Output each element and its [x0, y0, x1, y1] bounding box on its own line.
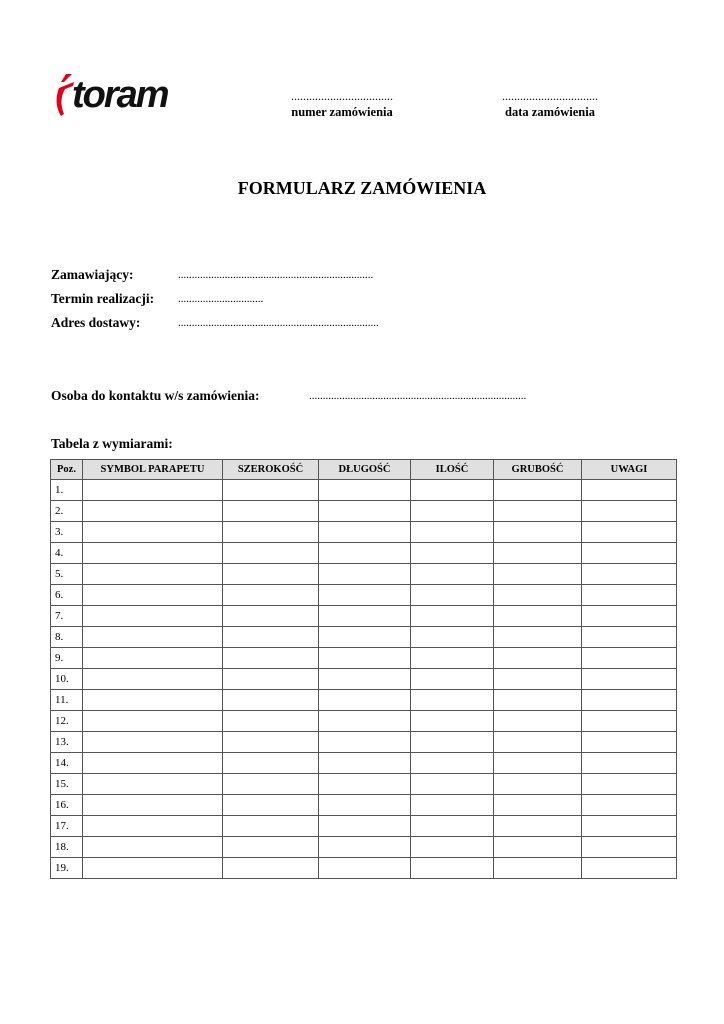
col-header-width: SZEROKOŚĆ [223, 460, 319, 480]
row-number: 16. [51, 795, 83, 816]
contact-person-field[interactable] [51, 388, 527, 404]
thickness-cell[interactable] [494, 753, 582, 774]
symbol-cell[interactable] [83, 816, 223, 837]
order-number-field[interactable] [280, 90, 404, 120]
symbol-cell[interactable] [83, 627, 223, 648]
symbol-cell[interactable] [83, 774, 223, 795]
thickness-cell[interactable] [494, 711, 582, 732]
thickness-cell[interactable] [494, 774, 582, 795]
length-cell[interactable] [319, 648, 411, 669]
row-number: 3. [51, 522, 83, 543]
symbol-cell[interactable] [83, 648, 223, 669]
symbol-cell[interactable] [83, 732, 223, 753]
thickness-cell[interactable] [494, 669, 582, 690]
thickness-cell[interactable] [494, 690, 582, 711]
table-header-row [51, 460, 677, 480]
length-cell[interactable] [319, 627, 411, 648]
thickness-cell[interactable] [494, 564, 582, 585]
symbol-cell[interactable] [83, 837, 223, 858]
symbol-cell[interactable] [83, 522, 223, 543]
table-row [51, 732, 677, 753]
quantity-cell[interactable] [411, 690, 494, 711]
notes-cell[interactable] [582, 564, 677, 585]
notes-cell[interactable] [582, 858, 677, 879]
quantity-cell[interactable] [411, 501, 494, 522]
ordering-party-field[interactable] [51, 267, 374, 283]
length-cell[interactable] [319, 606, 411, 627]
contact-person-dots: ............................................................................... [309, 390, 527, 402]
symbol-cell[interactable] [83, 543, 223, 564]
quantity-cell[interactable] [411, 816, 494, 837]
delivery-term-field[interactable] [51, 291, 264, 307]
quantity-cell[interactable] [411, 522, 494, 543]
row-number: 11. [51, 690, 83, 711]
table-row [51, 606, 677, 627]
table-row [51, 564, 677, 585]
width-cell[interactable] [223, 480, 319, 501]
order-date-field[interactable] [488, 90, 612, 120]
symbol-cell[interactable] [83, 795, 223, 816]
width-cell[interactable] [223, 858, 319, 879]
table-row [51, 774, 677, 795]
quantity-cell[interactable] [411, 837, 494, 858]
length-cell[interactable] [319, 669, 411, 690]
row-number: 9. [51, 648, 83, 669]
notes-cell[interactable] [582, 627, 677, 648]
symbol-cell[interactable] [83, 480, 223, 501]
width-cell[interactable] [223, 669, 319, 690]
company-logo [52, 74, 202, 120]
table-row [51, 711, 677, 732]
row-number: 14. [51, 753, 83, 774]
width-cell[interactable] [223, 690, 319, 711]
table-row [51, 585, 677, 606]
quantity-cell[interactable] [411, 648, 494, 669]
table-row [51, 753, 677, 774]
order-date-caption: data zamówienia [505, 105, 595, 119]
length-cell[interactable] [319, 711, 411, 732]
row-number: 18. [51, 837, 83, 858]
row-number: 5. [51, 564, 83, 585]
length-cell[interactable] [319, 585, 411, 606]
notes-cell[interactable] [582, 774, 677, 795]
quantity-cell[interactable] [411, 606, 494, 627]
notes-cell[interactable] [582, 795, 677, 816]
notes-cell[interactable] [582, 711, 677, 732]
quantity-cell[interactable] [411, 753, 494, 774]
notes-cell[interactable] [582, 837, 677, 858]
table-row [51, 501, 677, 522]
symbol-cell[interactable] [83, 690, 223, 711]
quantity-cell[interactable] [411, 480, 494, 501]
col-header-quantity: ILOŚĆ [411, 460, 494, 480]
notes-cell[interactable] [582, 606, 677, 627]
notes-cell[interactable] [582, 669, 677, 690]
symbol-cell[interactable] [83, 858, 223, 879]
width-cell[interactable] [223, 606, 319, 627]
quantity-cell[interactable] [411, 858, 494, 879]
notes-cell[interactable] [582, 732, 677, 753]
width-cell[interactable] [223, 774, 319, 795]
table-row [51, 795, 677, 816]
length-cell[interactable] [319, 480, 411, 501]
col-header-thickness: GRUBOŚĆ [494, 460, 582, 480]
row-number: 4. [51, 543, 83, 564]
table-row [51, 627, 677, 648]
width-cell[interactable] [223, 627, 319, 648]
width-cell[interactable] [223, 543, 319, 564]
symbol-cell[interactable] [83, 711, 223, 732]
symbol-cell[interactable] [83, 753, 223, 774]
ordering-party-label: Zamawiający: [51, 267, 134, 282]
length-cell[interactable] [319, 753, 411, 774]
table-row [51, 480, 677, 501]
thickness-cell[interactable] [494, 606, 582, 627]
quantity-cell[interactable] [411, 795, 494, 816]
delivery-term-label: Termin realizacji: [51, 291, 155, 306]
width-cell[interactable] [223, 837, 319, 858]
notes-cell[interactable] [582, 648, 677, 669]
col-header-position: Poz. [51, 460, 83, 480]
thickness-cell[interactable] [494, 543, 582, 564]
notes-cell[interactable] [582, 543, 677, 564]
length-cell[interactable] [319, 501, 411, 522]
symbol-cell[interactable] [83, 585, 223, 606]
row-number: 8. [51, 627, 83, 648]
thickness-cell[interactable] [494, 522, 582, 543]
table-label: Tabela z wymiarami: [51, 436, 173, 451]
quantity-cell[interactable] [411, 564, 494, 585]
table-row [51, 648, 677, 669]
row-number: 15. [51, 774, 83, 795]
quantity-cell[interactable] [411, 774, 494, 795]
width-cell[interactable] [223, 564, 319, 585]
delivery-address-field[interactable] [51, 315, 379, 331]
symbol-cell[interactable] [83, 606, 223, 627]
notes-cell[interactable] [582, 522, 677, 543]
length-cell[interactable] [319, 522, 411, 543]
order-date-dots: ................................ [502, 89, 598, 103]
width-cell[interactable] [223, 795, 319, 816]
page-title: FORMULARZ ZAMÓWIENIA [237, 178, 487, 198]
row-number: 6. [51, 585, 83, 606]
delivery-term-dots: ............................... [178, 293, 264, 305]
notes-cell[interactable] [582, 480, 677, 501]
length-cell[interactable] [319, 816, 411, 837]
width-cell[interactable] [223, 753, 319, 774]
length-cell[interactable] [319, 795, 411, 816]
width-cell[interactable] [223, 501, 319, 522]
width-cell[interactable] [223, 711, 319, 732]
col-header-symbol: SYMBOL PARAPETU [83, 460, 223, 480]
table-row [51, 522, 677, 543]
table-row [51, 669, 677, 690]
row-number: 19. [51, 858, 83, 879]
width-cell[interactable] [223, 816, 319, 837]
contact-person-label: Osoba do kontaktu w/s zamówienia: [51, 388, 260, 403]
table-row [51, 858, 677, 879]
length-cell[interactable] [319, 732, 411, 753]
table-row [51, 690, 677, 711]
notes-cell[interactable] [582, 753, 677, 774]
logo-wordmark: toram [72, 74, 168, 116]
thickness-cell[interactable] [494, 648, 582, 669]
dimensions-table [50, 459, 677, 879]
notes-cell[interactable] [582, 816, 677, 837]
width-cell[interactable] [223, 585, 319, 606]
width-cell[interactable] [223, 732, 319, 753]
table-row [51, 543, 677, 564]
length-cell[interactable] [319, 774, 411, 795]
thickness-cell[interactable] [494, 732, 582, 753]
table-row [51, 837, 677, 858]
length-cell[interactable] [319, 837, 411, 858]
width-cell[interactable] [223, 522, 319, 543]
thickness-cell[interactable] [494, 585, 582, 606]
length-cell[interactable] [319, 564, 411, 585]
row-number: 13. [51, 732, 83, 753]
symbol-cell[interactable] [83, 564, 223, 585]
order-number-dots: .................................. [291, 89, 393, 103]
table-row [51, 816, 677, 837]
symbol-cell[interactable] [83, 501, 223, 522]
thickness-cell[interactable] [494, 837, 582, 858]
row-number: 17. [51, 816, 83, 837]
order-number-caption: numer zamówienia [291, 105, 393, 119]
row-number: 7. [51, 606, 83, 627]
quantity-cell[interactable] [411, 669, 494, 690]
row-number: 1. [51, 480, 83, 501]
thickness-cell[interactable] [494, 816, 582, 837]
thickness-cell[interactable] [494, 858, 582, 879]
length-cell[interactable] [319, 858, 411, 879]
length-cell[interactable] [319, 543, 411, 564]
quantity-cell[interactable] [411, 732, 494, 753]
thickness-cell[interactable] [494, 795, 582, 816]
delivery-address-dots: ......................................................................... [178, 317, 379, 329]
quantity-cell[interactable] [411, 627, 494, 648]
col-header-length: DŁUGOŚĆ [319, 460, 411, 480]
row-number: 10. [51, 669, 83, 690]
quantity-cell[interactable] [411, 711, 494, 732]
row-number: 12. [51, 711, 83, 732]
width-cell[interactable] [223, 648, 319, 669]
ordering-party-dots: ....................................................................... [178, 269, 374, 281]
col-header-notes: UWAGI [582, 460, 677, 480]
thickness-cell[interactable] [494, 501, 582, 522]
thickness-cell[interactable] [494, 480, 582, 501]
symbol-cell[interactable] [83, 669, 223, 690]
thickness-cell[interactable] [494, 627, 582, 648]
quantity-cell[interactable] [411, 543, 494, 564]
notes-cell[interactable] [582, 690, 677, 711]
quantity-cell[interactable] [411, 585, 494, 606]
row-number: 2. [51, 501, 83, 522]
notes-cell[interactable] [582, 585, 677, 606]
delivery-address-label: Adres dostawy: [51, 315, 141, 330]
length-cell[interactable] [319, 690, 411, 711]
notes-cell[interactable] [582, 501, 677, 522]
